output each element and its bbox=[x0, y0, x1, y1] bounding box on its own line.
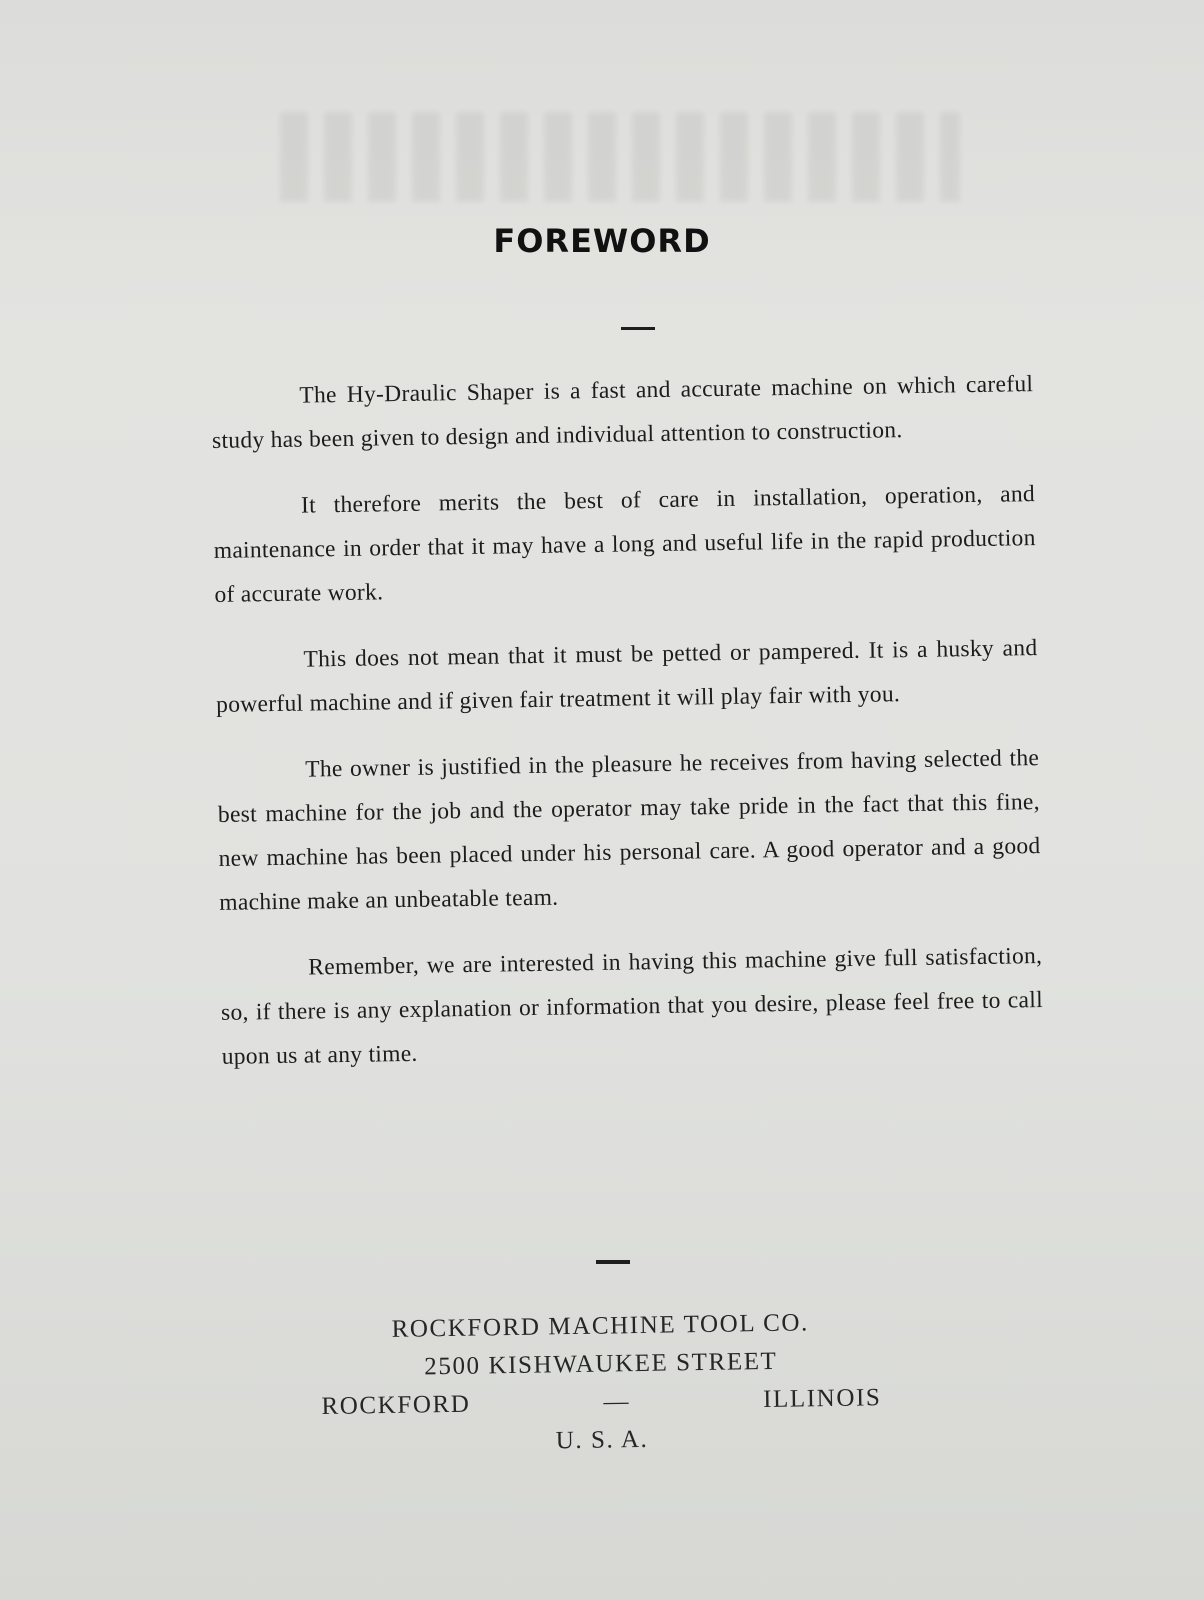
paragraph: The owner is justified in the pleasure he receives from having selected the best machine for the job and the operator may take pride in the fact that this fine, new machine has been placed under his personal care. A good operator and a good machine make an unbeatable team. bbox=[217, 745, 1041, 916]
page-title: FOREWORD bbox=[493, 222, 711, 260]
company-country: U. S. A. bbox=[555, 1425, 649, 1455]
title-divider bbox=[621, 327, 655, 330]
company-address-block bbox=[320, 1303, 882, 1464]
paragraph: It therefore merits the best of care in installation, operation, and maintenance in order that it may have a long and useful life in the rapid production of accurate work. bbox=[213, 481, 1036, 608]
city-state-separator: — bbox=[603, 1388, 631, 1416]
paragraph: This does not mean that it must be petted or pampered. It is a husky and powerful machine and if given fair treatment it will play fair with you. bbox=[215, 635, 1038, 718]
show-through-shadow bbox=[280, 112, 960, 202]
paragraph: Remember, we are interested in having this machine give full satisfaction, so, if there is any explanation or information that you desire, please feel free to call upon us at any time. bbox=[220, 943, 1044, 1070]
company-street: 2500 KISHWAUKEE STREET bbox=[424, 1347, 778, 1381]
company-state: ILLINOIS bbox=[762, 1384, 882, 1414]
footer-divider bbox=[596, 1260, 630, 1264]
company-city: ROCKFORD bbox=[321, 1390, 471, 1420]
paragraph: The Hy-Draulic Shaper is a fast and accurate machine on which careful study has been given to design and individual attention to construction. bbox=[211, 371, 1034, 454]
company-name: ROCKFORD MACHINE TOOL CO. bbox=[391, 1309, 810, 1343]
foreword-body bbox=[211, 362, 1044, 1101]
